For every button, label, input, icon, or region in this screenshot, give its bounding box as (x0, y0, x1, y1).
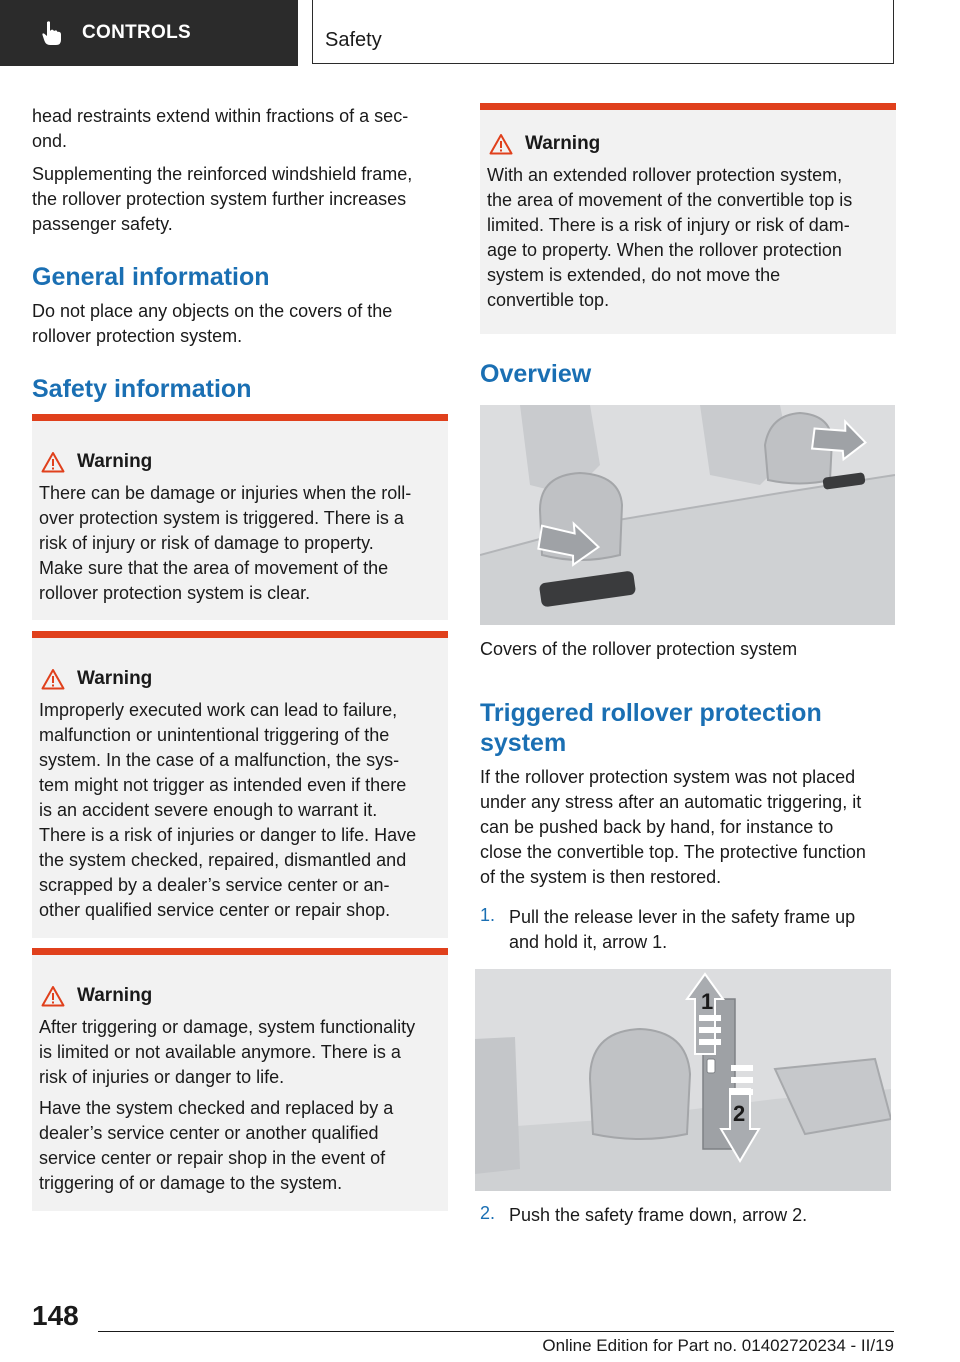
warning-triangle-icon (489, 133, 513, 155)
triggered-heading: Triggered rollover protection system (480, 699, 822, 757)
step-number: 1. (480, 905, 496, 925)
arrow-1-label: 1 (701, 989, 714, 1014)
overview-heading: Overview (480, 360, 592, 388)
warning-triangle-icon (41, 451, 65, 473)
rollover-covers-illustration (480, 405, 895, 625)
warning-triangle-icon (41, 668, 65, 690)
warning-box: Warning After triggering or damage, system functionality is limited or not available anymore. There is a risk of injuries or danger to life. Have the system checked and replaced by a dealer’s service center or another qualified service center or repair shop in the event of triggering of or damage to the system. (32, 948, 448, 1211)
pointing-hand-icon (40, 20, 64, 46)
general-information-heading: General information (32, 263, 270, 291)
list-item: 2. Push the safety frame down, arrow 2. (480, 1203, 808, 1225)
intro-paragraph-2: Supplementing the reinforced windshield frame, the rollover protection system further increases passenger safety. (32, 164, 413, 234)
warning-box: Warning There can be damage or injuries when the roll- over protection system is triggered. There is a risk of injury or risk of damage to property. Make sure that the area of movement of the rollover protection system is clear. (32, 414, 448, 620)
general-information-text: Do not place any objects on the covers of the rollover protection system. (32, 301, 393, 346)
release-lever-illustration (475, 969, 891, 1191)
triggered-paragraph: If the rollover protection system was not placed under any stress after an automatic triggering, it can be pushed back by hand, for instance to close the convertible top. The protective function of the system is then restored. (480, 767, 866, 887)
section-tab (0, 0, 298, 66)
warning-title: Warning (39, 449, 440, 475)
warning-title: Warning (39, 666, 440, 692)
warning-box: Warning With an extended rollover protection system, the area of movement of the convertible top is limited. There is a risk of injury or risk of dam- age to property. When the rollover protection system is extended, do not move the convertible top. (480, 103, 896, 334)
warning-triangle-icon (41, 985, 65, 1007)
page-number: 148 (32, 1300, 79, 1331)
edition-note: Online Edition for Part no. 01402720234 - II/19 (542, 1336, 894, 1355)
arrow-2-label: 2 (733, 1101, 746, 1126)
footer-divider (98, 1331, 894, 1332)
warning-box: Warning Improperly executed work can lead to failure, malfunction or unintentional triggering of the system. In the case of a malfunction, the sys- tem might not trigger as intended even if there is an accident severe enough to warrant it. There is a risk of injuries or danger to life. Have the system checked, repaired, dismantled and scrapped by a dealer’s service center or an- other qualified service center or repair shop. (32, 631, 448, 938)
safety-information-heading: Safety information (32, 375, 252, 403)
warning-title: Warning (39, 983, 440, 1009)
overview-caption: Covers of the rollover protection system (480, 639, 798, 659)
topic-title: Safety (325, 29, 382, 51)
warning-title: Warning (487, 131, 888, 157)
intro-paragraph: head restraints extend within fractions of a sec- ond. (32, 106, 409, 151)
step-number: 2. (480, 1203, 496, 1223)
topic-box (312, 0, 894, 64)
section-title: CONTROLS (82, 22, 192, 43)
list-item: 1. Pull the release lever in the safety frame up and hold it, arrow 1. (480, 905, 856, 952)
